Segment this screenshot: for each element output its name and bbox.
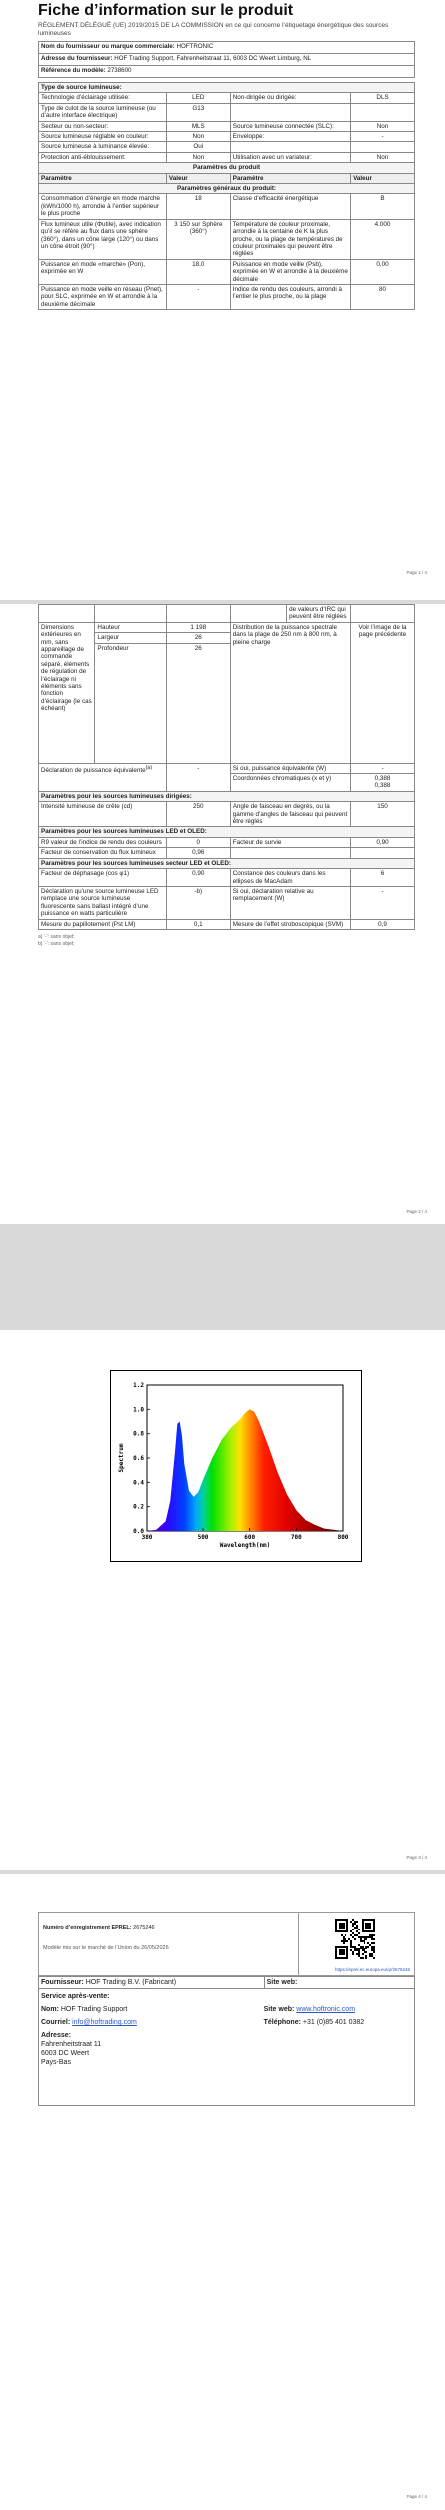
row-value: Non xyxy=(351,152,415,162)
row-label: Mesure de l’effet stroboscopique (SVM) xyxy=(230,919,350,929)
address-line: 6003 DC Weert xyxy=(41,2050,90,2057)
spectral-value: Voir l’image de la page précédente xyxy=(351,622,415,763)
row-value: 18,0 xyxy=(166,259,230,284)
row-label: Puissance en mode «marche» (Pon), exprimée en W xyxy=(39,259,167,284)
website-link[interactable]: www.hoftronic.com xyxy=(296,2006,356,2013)
page-1 xyxy=(0,0,445,600)
supplier-address-value: HOF Trading Support, Fahrenheitstraat 11, 6003 DC Weert Limburg, NL xyxy=(114,55,312,62)
table-row xyxy=(39,848,415,858)
coords-y: 0,388 xyxy=(374,782,391,790)
supplier-name-value: HOFTRONIC xyxy=(176,43,214,50)
site-label: Site web: xyxy=(266,1979,298,1986)
row-label: Facteur de survie xyxy=(230,837,350,847)
dimension-value: 1 198 xyxy=(166,622,230,632)
x-tick-label: 380 xyxy=(141,1534,153,1541)
supplier-label: Fournisseur: xyxy=(41,1979,84,1986)
spectrum-svg xyxy=(111,1371,361,1561)
row-value: LED xyxy=(166,93,230,103)
row-value: 18 xyxy=(166,194,230,219)
table-row xyxy=(39,93,415,103)
page-4 xyxy=(0,1874,445,2510)
row-value: Non xyxy=(351,121,415,131)
model-label: Référence du modèle: xyxy=(41,67,106,74)
row-value: 150 xyxy=(351,802,415,827)
row-value: 0,00 xyxy=(351,259,415,284)
table-row xyxy=(39,919,415,929)
x-tick-label: 500 xyxy=(197,1534,209,1541)
row-label: Utilisation avec un variateur: xyxy=(230,152,350,162)
general-header: Paramètres généraux du produit: xyxy=(39,184,415,194)
row-label: Facteur de conservation du flux lumineux xyxy=(39,848,167,858)
footnote-b: b) ‘-’: sans objet; xyxy=(38,940,75,947)
led-header: Paramètres pour les sources lumineuses LED et OLED: xyxy=(39,827,415,837)
row-label: Protection anti-éblouissement: xyxy=(39,152,167,162)
spectrum-chart xyxy=(110,1370,362,1562)
page-number: Page 3 / 4 xyxy=(406,1855,427,1860)
x-tick-label: 800 xyxy=(337,1534,349,1541)
row-label: Angle de faisceau en degrés, ou la gamme d’angles de faisceau qui peuvent être réglés xyxy=(230,802,350,827)
y-tick-label: 0.2 xyxy=(133,1503,144,1511)
row-label: Classe d’efficacité énergétique xyxy=(230,194,350,219)
table-row xyxy=(39,802,415,827)
row-label: Mesure du papillotement (Pst LM) xyxy=(39,919,167,929)
light-source-type-table xyxy=(38,82,415,310)
row-value: DLS xyxy=(351,93,415,103)
row-label: Type de culot de la source lumineuse (ou d’autre interface électrique) xyxy=(39,103,167,121)
row-label xyxy=(230,848,350,858)
row-value: 0,96 xyxy=(166,848,230,858)
row-label: Puissance en mode veille (Psb), exprimée en W et arrondie à la deuxième décimale xyxy=(230,259,350,284)
coords-x: 0,388 xyxy=(374,775,391,783)
equiv-yes-label: Si oui, puissance équivalente (W) xyxy=(230,763,350,773)
col-header: Paramètre xyxy=(230,173,350,183)
row-value: 0,1 xyxy=(166,919,230,929)
table-row xyxy=(39,259,415,284)
supplier-value: HOF Trading B.V. (Fabricant) xyxy=(85,1979,177,1986)
row-label: Non-dirigée ou dirigée: xyxy=(230,93,350,103)
row-value: 4.000 xyxy=(351,219,415,259)
name-value: HOF Trading Support xyxy=(60,2006,128,2013)
parameters-table-continued xyxy=(38,604,415,930)
qr-code-icon[interactable] xyxy=(335,1919,375,1959)
row-value: G13 xyxy=(166,103,230,121)
row-value: Oui xyxy=(166,142,230,152)
reg-value: 2675246 xyxy=(133,1925,155,1931)
directed-header: Paramètres pour les sources lumineuses dirigées: xyxy=(39,791,415,801)
col-header: Valeur xyxy=(166,173,230,183)
row-value: - xyxy=(351,886,415,919)
table-row xyxy=(39,103,415,121)
row-label: Secteur ou non-secteur: xyxy=(39,121,167,131)
params-header: Paramètres du produit xyxy=(39,163,415,173)
row-label xyxy=(230,142,350,152)
row-label: Source lumineuse à luminance élevée: xyxy=(39,142,167,152)
row-label xyxy=(230,103,350,121)
equiv-label: Déclaration de puissance équivalente xyxy=(41,766,146,774)
phone-label: Téléphone: xyxy=(263,2019,301,2026)
row-value: MLS xyxy=(166,121,230,131)
address-line: Pays-Bas xyxy=(41,2059,71,2066)
row-value: B xyxy=(351,194,415,219)
page-number: Page 4 / 4 xyxy=(406,2494,427,2499)
row-label: Flux lumineux utile (Φutile), avec indication qu’il se réfère au flux dans une sphère (360°), dans un cône large (120°) ou dans un cône étroit (90°) xyxy=(39,219,167,259)
y-tick-label: 0.4 xyxy=(133,1479,144,1487)
service-header: Service après-vente: xyxy=(41,1993,110,2000)
equiv-value: - xyxy=(166,763,230,791)
mail-label: Courriel: xyxy=(41,2019,71,2026)
supplier-address-label: Adresse du fournisseur: xyxy=(41,55,113,62)
col-header: Valeur xyxy=(351,173,415,183)
row-label: Indice de rendu des couleurs, arrondi à l’entier le plus proche, ou la plage xyxy=(230,284,350,309)
supplier-table xyxy=(38,1976,415,2106)
y-tick-label: 1.0 xyxy=(133,1406,144,1414)
table-row xyxy=(39,142,415,152)
footnote-ref: (a) xyxy=(145,764,153,771)
mail-link[interactable]: info@hoftrading.com xyxy=(72,2019,137,2026)
row-value: - xyxy=(351,132,415,142)
row-value: 3 150 sur Sphère (360°) xyxy=(166,219,230,259)
row-value: 250 xyxy=(166,802,230,827)
table-row xyxy=(39,132,415,142)
market-text: Modèle mis sur le marché de l’Union du 26/05/2026 xyxy=(43,1945,169,1951)
table-row xyxy=(39,622,415,632)
row-label: Si oui, déclaration relative au remplacement (W) xyxy=(230,886,350,919)
x-axis-label: Wavelength(nm) xyxy=(219,1542,271,1549)
row-value: 80 xyxy=(351,284,415,309)
y-tick-label: 1.2 xyxy=(133,1382,144,1389)
table-row xyxy=(39,121,415,131)
footnote-a: a) ‘-’: sans objet; xyxy=(38,933,75,940)
page-2 xyxy=(0,604,445,1224)
page-number: Page 2 / 4 xyxy=(406,1209,427,1214)
reg-label: Numéro d’enregistrement EPREL: xyxy=(43,1925,132,1931)
supplier-info-table xyxy=(38,41,415,78)
table-row xyxy=(39,219,415,259)
row-value: 0,9 xyxy=(351,919,415,929)
row-value: - xyxy=(166,284,230,309)
row-value xyxy=(351,848,415,858)
row-label: Consommation d’énergie en mode marche (kWh/1000 h), arrondie à l’entier supérieur le plus proche xyxy=(39,194,167,219)
row-value xyxy=(351,142,415,152)
phone-value: +31 (0)85 401 0382 xyxy=(302,2019,365,2026)
y-tick-label: 0.6 xyxy=(133,1455,144,1462)
row-label: Température de couleur proximale, arrondie à la centaine de K la plus proche, ou la plage de températures de couleur proximales qui peuvent être réglées xyxy=(230,219,350,259)
dimension-name: Profondeur xyxy=(95,643,166,763)
row-label: Intensité lumineuse de crête (cd) xyxy=(39,802,167,827)
page-subtitle: RÈGLEMENT DÉLÉGUÉ (UE) 2019/2015 DE LA COMMISSION en ce qui concerne l’étiquetage énergétique des sources lumineuses xyxy=(38,22,389,37)
table-row xyxy=(39,886,415,919)
dimension-value: 26 xyxy=(166,633,230,643)
row-value: -b) xyxy=(166,886,230,919)
page-3 xyxy=(0,1330,445,1870)
row-label: Enveloppe: xyxy=(230,132,350,142)
qr-area xyxy=(298,1913,414,1975)
row-label: Facteur de déphasage (cos φ1) xyxy=(39,869,167,887)
dimension-value: 26 xyxy=(166,643,230,763)
row-value: Non xyxy=(166,132,230,142)
row-value: 0,90 xyxy=(166,869,230,887)
eprel-box xyxy=(38,1912,415,1976)
row-value: 6 xyxy=(351,869,415,887)
dimensions-label: Dimensions extérieures en mm, sans appareillage de commande séparé, éléments de régulation de l’éclairage ni éléments sans fonction d’éclairage (le cas échéant) xyxy=(39,622,95,763)
equiv-yes-value: - xyxy=(351,763,415,773)
coords-label: Coordonnées chromatiques (x et y) xyxy=(230,774,350,792)
type-header: Type de source lumineuse: xyxy=(39,83,415,93)
row-label: Technologie d’éclairage utilisée: xyxy=(39,93,167,103)
table-row xyxy=(39,763,415,773)
supplier-name-label: Nom du fournisseur ou marque commerciale: xyxy=(41,43,175,50)
col-header: Paramètre xyxy=(39,173,167,183)
y-axis-label: Spectrum xyxy=(118,1443,125,1473)
row-label: Source lumineuse connectée (SLC): xyxy=(230,121,350,131)
table-row xyxy=(39,194,415,219)
row-label: Constance des couleurs dans les ellipses de MacAdam xyxy=(230,869,350,887)
table-row xyxy=(39,837,415,847)
name-label: Nom: xyxy=(41,2006,59,2013)
row-label: de valeurs d’IRC qui peuvent être réglées xyxy=(287,605,351,623)
y-tick-label: 0.8 xyxy=(133,1430,144,1438)
spectral-label: Distribution de la puissance spectrale dans la plage de 250 nm à 800 nm, à pleine charge xyxy=(230,622,350,763)
page-number: Page 1 / 4 xyxy=(406,570,427,575)
qr-url[interactable]: https://eprel.ec.europa.eu/qr/2675246 xyxy=(334,1967,410,1972)
dimension-name: Hauteur xyxy=(95,622,166,632)
table-row xyxy=(39,869,415,887)
row-value: 0,90 xyxy=(351,837,415,847)
table-row xyxy=(39,152,415,162)
table-row xyxy=(39,284,415,309)
y-tick-label: 0.0 xyxy=(133,1528,144,1535)
spectrum-area xyxy=(147,1409,343,1531)
page-title: Fiche d’information sur le produit xyxy=(38,2,294,19)
x-tick-label: 700 xyxy=(290,1534,302,1541)
row-value: Non xyxy=(166,152,230,162)
row-value: 0 xyxy=(166,837,230,847)
dimension-name: Largeur xyxy=(95,633,166,643)
address-label: Adresse: xyxy=(41,2032,71,2039)
mls-header: Paramètres pour les sources lumineuses secteur LED et OLED: xyxy=(39,858,415,868)
row-label: Puissance en mode veille en réseau (Pnet), pour SLC, exprimée en W et arrondie à la deuxième décimale xyxy=(39,284,167,309)
model-value: 2738600 xyxy=(107,67,132,74)
row-label: Source lumineuse réglable en couleur: xyxy=(39,132,167,142)
row-label: Déclaration qu’une source lumineuse LED remplace une source lumineuse fluorescente sans ballast intégré d’une puissance en watts particulière xyxy=(39,886,167,919)
row-label: R9 valeur de l’indice de rendu des couleurs xyxy=(39,837,167,847)
row-value xyxy=(351,103,415,121)
site2-label: Site web: xyxy=(263,2006,295,2013)
table-row xyxy=(39,605,415,623)
address-line: Fahrenheitstraat 11 xyxy=(41,2041,102,2048)
x-tick-label: 600 xyxy=(244,1534,256,1541)
